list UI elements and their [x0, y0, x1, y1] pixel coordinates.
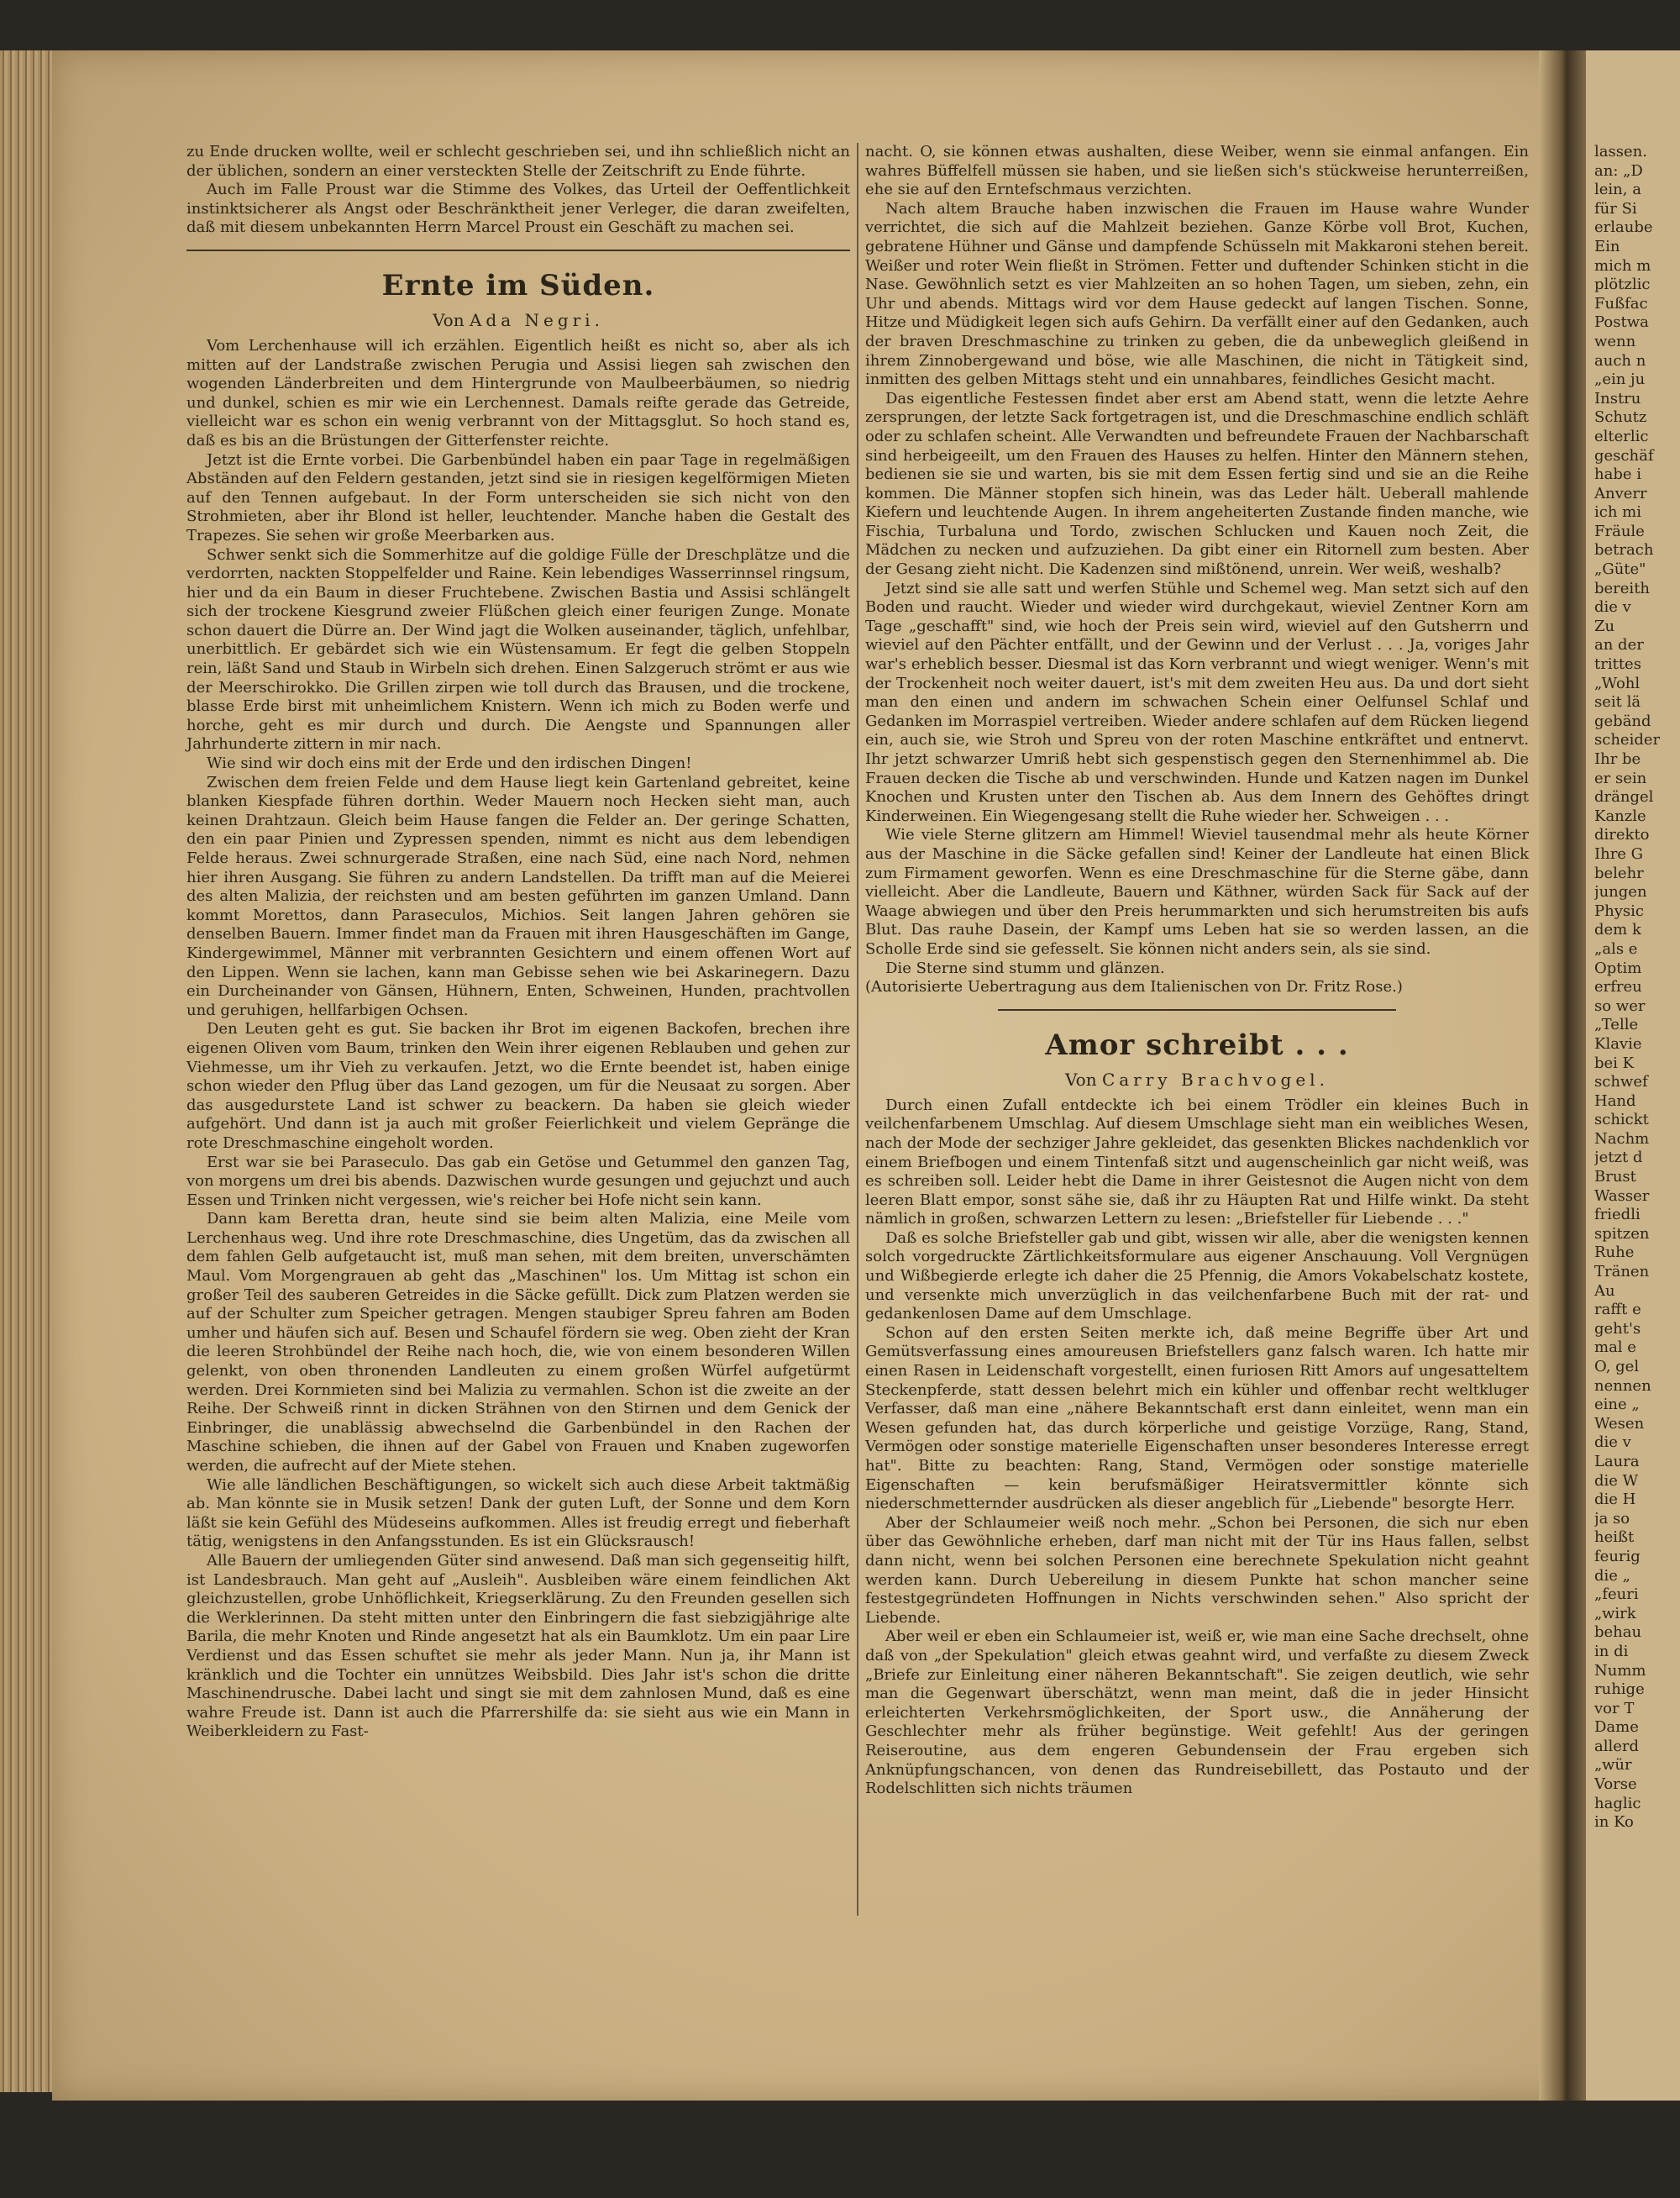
right-page-text-line: geht's [1594, 1319, 1641, 1338]
section-divider [186, 250, 850, 251]
right-page-text-line: feurig [1594, 1547, 1641, 1565]
article-paragraph: Vom Lerchenhause will ich erzählen. Eigentlich heißt es nicht so, aber als ich mitten auf der Landstraße zwischen Perugia und Assisi liegen sah zwischen den wogenden Länderbreiten und dem Hintergrunde von Maulbeerbäumen, so niedrig und dunkel, schien es mir wie ein Lerchennest. Damals reifte gerade das Getreide, vielleicht war es schon ein wenig verbrannt von der Mittagsglut. So hoch stand es, daß es bis an die Brüstungen der Gitterfenster reichte. [186, 336, 850, 450]
right-page-text-line: schwef [1594, 1073, 1648, 1091]
right-page-text-line: schickt [1594, 1111, 1649, 1129]
book-page-edges [0, 50, 59, 2092]
right-page-text-line: Numm [1594, 1661, 1646, 1680]
article-title: Amor schreibt . . . [1045, 1028, 1349, 1062]
article-paragraph: Den Leuten geht es gut. Sie backen ihr Brot im eigenen Backofen, brechen ihre eigenen Oliven vom Baum, trinken den Wein ihrer eigenen Reblauben und gehen zur Viehmesse, um ihr Vieh zu verkaufen. Jetzt, wo die Ernte beendet ist, haben einige schon wieder den Pflug über das Land gezogen, um für die Neusaat zu sorgen. Aber das ausgedurstete Land ist schwer zu beackern. Da haben sie gleich wieder aufgehört. Und dann ist ja auch mit großer Feierlichkeit und vielem Gepränge die rote Dreschmaschine eingeholt worden. [186, 1020, 850, 1152]
right-page-text-line: direkto [1594, 826, 1650, 844]
byline-author: Ada Negri. [469, 309, 604, 330]
article-title: Ernte im Süden. [381, 268, 655, 302]
article-paragraph: Jetzt sind sie alle satt und werfen Stühle und Schemel weg. Man setzt sich auf den Boden und raucht. Wieder und wieder wird durchgekaut, wieviel Zentner Korn am Tage „geschafft" sind, wie hoch der Preis sein wird, wieviel auf den Gutsherrn und wieviel auf den Pächter entfällt, und der Gewinn und der Verlust . . . Ja, voriges Jahr war's erheblich besser. Diesmal ist das Korn verbrannt und wiegt weniger. Wenn's mit der Trockenheit noch weiter dauert, ist's mit dem zweiten Heu aus. Da und dort sieht man den einen und andern im schwachen Schein einer Oelfunsel Schlaf und Gedanken im Morraspiel vertreiben. Wieder andere schlafen auf dem Rücken liegend ein, auch sie, wie Stroh und Spreu von der roten Maschine entkräftet und entnervt. Ihr jetzt schwarzer Umriß hebt sich gespenstisch gegen den Sternenhimmel ab. Die Frauen decken die Tische ab und verschwinden. Hunde und Katzen nagen im Dunkel Knochen und Krusten unter den Tischen ab. Aus dem Innern des Gehöftes dringt Kinderweinen. Ein Wiegengesang stellt die Ruhe wieder her. Schweigen . . . [865, 579, 1529, 825]
right-page-text-line: Fräule [1594, 522, 1645, 540]
right-page-text-line: ruhige [1594, 1680, 1645, 1699]
right-page-text-line: erlaube [1594, 218, 1653, 237]
right-page-text-line: Optim [1594, 959, 1642, 977]
right-page-text-line: Instru [1594, 389, 1641, 408]
right-page-text-line: „Güte" [1594, 560, 1646, 579]
right-page-text-line: ja so [1594, 1509, 1630, 1528]
right-page-text-line: belehr [1594, 864, 1644, 882]
right-page-text-line: an der [1594, 636, 1644, 655]
right-page-text-line: habe i [1594, 465, 1641, 484]
right-page-text-line: seit lä [1594, 693, 1641, 712]
right-page-text-line: Wasser [1594, 1186, 1650, 1205]
right-page-text-line: behau [1594, 1623, 1642, 1642]
right-page-text-line: Brust [1594, 1168, 1636, 1186]
right-page-text-line: die H [1594, 1491, 1636, 1509]
middle-column [865, 143, 1529, 1799]
right-page-text-line: in Ko [1594, 1813, 1634, 1832]
right-page-text-line: Hand [1594, 1091, 1636, 1110]
right-page-text-line: in di [1594, 1642, 1629, 1660]
book-gutter [1539, 50, 1589, 2101]
right-page-text-line: „wirk [1594, 1604, 1636, 1622]
right-page-text-line: mal e [1594, 1338, 1636, 1357]
right-page-text-line: heißt [1594, 1528, 1635, 1547]
right-page-text-line: bei K [1594, 1054, 1635, 1072]
byline-author: Carry Brachvogel. [1101, 1069, 1329, 1090]
right-page-text-line: vor T [1594, 1699, 1635, 1717]
article-byline [865, 1068, 1529, 1091]
article-paragraph: Erst war sie bei Paraseculo. Das gab ein Getöse und Getummel den ganzen Tag, von morgens um drei bis abends. Dazwischen wurde gesungen und gejuchzt und auch Essen und Trinken nicht vergessen, wie's reicher bei Hofe nicht sein kann. [186, 1153, 850, 1209]
article-paragraph: Nach altem Brauche haben inzwischen die Frauen im Hause wahre Wunder verrichtet, die sich auf die Mahlzeit beziehen. Ganze Körbe voll Brot, Kuchen, gebratene Hühner und Gänse und dampfende Schüsseln mit Makkaroni stehen bereit. Weißer und roter Wein fließt in Strömen. Fetter und duftender Schinken sticht in die Nase. Gewöhnlich setzt es vier Mahlzeiten an so hohen Tagen, um sieben, zehn, ein Uhr und abends. Mittags wird vor dem Hause gedeckt auf langen Tischen. Sonne, Hitze und Müdigkeit legen sich aufs Gehirn. Da verfällt einer auf den Gedanken, auch der braven Dreschmaschine zu trinken zu geben, die da unbeweglich gleißend in ihrem Zinnobergewand und böse, wie alle Maschinen, die nicht in Tätigkeit sind, inmitten des gelben Mittags steht und ein unnahbares, feindliches Gesicht macht. [865, 199, 1529, 389]
column-rule [857, 143, 858, 1916]
article-paragraph: Durch einen Zufall entdeckte ich bei einem Trödler ein kleines Buch in veilchenfarbenem Umschlag. Auf diesem Umschlage sieht man ein weibliches Wesen, nach der Mode der sechziger Jahre gekleidet, das gesenkten Blickes nachdenklich vor einem Briefbogen und einem Tintenfaß sitzt und augenscheinlich gar nicht weiß, was es schreiben soll. Leider hebt die Dame in ihrer Geistesnot die Augen nicht von dem leeren Blatt empor, sonst sähe sie, daß ihr zu Häupten Rat und Hilfe winkt. Da steht nämlich in großen, schwarzen Lettern zu lesen: „Briefsteller für Liebende . . ." [865, 1096, 1529, 1228]
right-page-text-line: Dame [1594, 1718, 1639, 1737]
right-page-text-line: Ruhe [1594, 1244, 1635, 1262]
right-page-text-line: wenn [1594, 332, 1636, 350]
article-paragraph: Das eigentliche Festessen findet aber erst am Abend statt, wenn die letzte Aehre zersprungen, der letzte Sack fortgetragen ist, und die Dreschmaschine endlich schläft oder zu schlafen scheint. Alle Verwandten und befreundete Frauen der Nachbarschaft sind herbeigeeilt, um den Frauen des Hauses zu helfen. Hinter den Männern stehen, bedienen sie sie und warten, bis sie mit dem Essen fertig sind und sie an die Reihe kommen. Die Männer stopfen sich hinein, was das Leder hält. Ueberall mahlende Kiefern und leuchtende Augen. In ihrem angeheiterten Zustande finden manche, wie Fischia, Turbaluna und Tordo, zwischen Schlucken und Kauen noch Zeit, die Mädchen zu necken und aufzuziehen. Da gibt einer ein Ritornell zum besten. Aber der Gesang zieht nicht. Die Kadenzen sind mißtönend, unrein. Wer weiß, weshalb? [865, 389, 1529, 579]
right-page-text-line: Physic [1594, 902, 1644, 920]
right-page-text-line: plötzlic [1594, 276, 1651, 294]
right-page-text-line: lassen. [1594, 143, 1647, 160]
right-page-text-line: Klavie [1594, 1034, 1642, 1053]
right-page-text-line: die W [1594, 1471, 1639, 1490]
right-page-text-line: nennen [1594, 1376, 1651, 1395]
article-paragraph: Schon auf den ersten Seiten merkte ich, daß meine Begriffe über Art und Gemütsverfassung eines amoureusen Briefstellers ganz falsch waren. Ich hatte mir einen Rasen in Leidenschaft vorgestellt, einen furiosen Ritt Amors auf ungesatteltem Steckenpferde, statt dessen belehrt mich ein kühler und offenbar recht weltkluger Verfasser, daß man eine „nähere Bekanntschaft erst dann einleitet, wenn man ein Wesen gefunden hat, das durch körperliche und geistige Vorzüge, Rang, Stand, Vermögen oder sonstige materielle Eigenschaften unser besonderes Interesse erregt hat". Bitte zu beachten: Rang, Stand, Vermögen oder sonstige materielle Eigenschaften — kein berufsmäßiger Heiratsvermittler könnte sich niederschmetternder ausdrücken als dieser angeblich für „Liebende" besorgte Herr. [865, 1323, 1529, 1513]
article-paragraph: Zwischen dem freien Felde und dem Hause liegt kein Gartenland gebreitet, keine blanken Kiespfade führen dorthin. Weder Mauern noch Hecken sieht man, auch keinen Drahtzaun. Gleich beim Hause fangen die Felder an. Der geringe Schatten, den ein paar Pinien und Zypressen spenden, nimmt es nicht aus dem lebendigen Felde heraus. Zwei schnurgerade Straßen, eine nach Süd, eine nach Nord, nehmen hier ihren Ausgang. Sie führen zu andern Landstellen. Da trifft man auf die Meierei des alten Malizia, der reichsten und am besten geführten im ganzen Umland. Dann kommt Morettos, dann Paraseculos, Michios. Seit langen Jahren gehören sie denselben Bauern. Immer findet man da Frauen mit ihren Hausgeschäften im Gange, Kindergewimmel, Männer mit verbrannten Gesichtern und einem offenen Wort auf den Lippen. Wenn sie lachen, kann man Gebisse sehen wie bei Askarinegern. Dazu ein Durcheinander von Gänsen, Hühnern, Enten, Schweinen, Hunden, prachtvollen und geruhigen, hellfarbigen Ochsen. [186, 773, 850, 1019]
article-paragraph: nacht. O, sie können etwas aushalten, diese Weiber, wenn sie einmal anfangen. Ein wahres Büffelfell müssen sie haben, und sie ließen sich's stückweise herunterreißen, ehe sie auf den Erntefschmaus verzichten. [865, 143, 1529, 199]
right-page-text-line: haglic [1594, 1794, 1641, 1812]
right-page-text-line: mich m [1594, 256, 1651, 275]
right-page-text-line: friedli [1594, 1206, 1641, 1224]
right-page-text-line: er sein [1594, 769, 1647, 787]
right-page-text-line: Laura [1594, 1452, 1640, 1470]
article-paragraph: Daß es solche Briefsteller gab und gibt, wissen wir alle, aber die wenigsten kennen solch vorgedruckte Zärtlichkeitsformulare aus eigener Anschauung. Voll Vergnügen und Wißbegierde erlegte ich daher die 25 Pfennig, die Amors Vokabelschatz kostete, und versenkte mich unverzüglich in das veilchenfarbene Buch mit der rat- und gedankenlosen Dame auf dem Umschlage. [865, 1228, 1529, 1323]
article-paragraph: Alle Bauern der umliegenden Güter sind anwesend. Daß man sich gegenseitig hilft, ist Landesbrauch. Man geht auf „Ausleih". Ausbleiben wäre einem feindlichen Akt gleichzustellen, grobe Unhöflichkeit, Kriegserklärung. Zu den Freunden gesellen sich die Werklerinnen. Da steht mitten unter den Einbringern die fast siebzigjährige alte Barila, die mehr Knoten und Rinde angesetzt hat als ein Baumklotz. Um ein paar Lire Verdienst und das Essen schuftet sie mehr als jeder Mann. Nun ja, ihr Mann ist kränklich und die Tochter ein unnützes Weibsbild. Dies Jahr ist's schon die dritte Maschinendrusche. Dabei lacht und singt sie mit dem zahnlosen Mund, daß es eine wahre Freude ist. Dann ist auch die Pfarrershilfe da: sie sieht aus wie ein Mann in Weiberkleidern zu Fast- [186, 1551, 850, 1741]
right-page-text-line: O, gel [1594, 1358, 1640, 1375]
right-page-text-line: scheider [1594, 731, 1661, 749]
right-page-text-line: rafft e [1594, 1301, 1641, 1319]
right-page-text-line: dem k [1594, 921, 1641, 939]
right-page-text-line: bereith [1594, 579, 1651, 597]
translation-credit: (Autorisierte Uebertragung aus dem Italienischen von Dr. Fritz Rose.) [865, 978, 1403, 996]
right-page-column-fragment [1594, 143, 1680, 1833]
right-page-text-line: für Si [1594, 199, 1637, 218]
right-page-text-line: Tränen [1594, 1263, 1650, 1281]
right-page-text-line: „ein ju [1594, 371, 1646, 389]
intro-paragraph: Auch im Falle Proust war die Stimme des Volkes, das Urteil der Oeffentlichkeit instinktsicherer als Angst oder Beschränktheit jener Verleger, die daran zweifelten, daß mit diesem unbekannten Herrn Marcel Proust ein Geschäft zu machen sei. [186, 181, 850, 237]
right-page-text-line: Ihr be [1594, 750, 1641, 768]
right-page-text-line: spitzen [1594, 1224, 1650, 1243]
intro-paragraph: zu Ende drucken wollte, weil er schlecht geschrieben sei, und ihn schließlich nicht an der üblichen, sondern an einer versteckten Stelle der Zeitschrift zu Ende führte. [186, 143, 850, 180]
right-page-text-line: erfreu [1594, 978, 1642, 996]
right-page-text-line: drängel [1594, 788, 1654, 807]
right-page-text-line: Postwa [1594, 313, 1649, 332]
right-page-text-line: „Wohl [1594, 674, 1641, 692]
right-page-text-line: „als e [1594, 939, 1638, 958]
section-divider [998, 1009, 1396, 1011]
article-paragraph: Jetzt ist die Ernte vorbei. Die Garbenbündel haben ein paar Tage in regelmäßigen Abständen auf den Feldern gestanden, jetzt sind sie in riesigen kegelförmigen Mieten auf den Tennen aufgebaut. In der Form unterscheiden sie sich nicht von den Strohmieten, aber ihr Blond ist heller, leuchtender. Manche haben die Gestalt des Trapezes. Sie sehen wir große Meerbarken aus. [186, 450, 850, 544]
right-page-text-line: so wer [1594, 996, 1646, 1015]
right-page-text-line: Wesen [1594, 1414, 1645, 1433]
article-paragraph: Aber der Schlaumeier weiß noch mehr. „Schon bei Personen, die sich nur eben über das Gewöhnliche erheben, darf man nicht mit der Tür ins Haus fallen, selbst dann nicht, wenn bei solchen Personen eine berechnete Spekulation nicht geahnt werden kann. Durch Uebereilung in diesem Punkte hat schon mancher seine festestgegründeten Hoffnungen in Nichts verschwinden sehen." Also spricht der Liebende. [865, 1513, 1529, 1627]
right-page-text-line: Ein [1594, 237, 1620, 255]
right-page-text-line: ich mi [1594, 503, 1641, 522]
right-page-text-line: Anverr [1594, 484, 1647, 502]
byline-prefix: Von [1065, 1069, 1097, 1090]
right-page-text-line: trittes [1594, 655, 1641, 674]
article-paragraph: Wie viele Sterne glitzern am Himmel! Wieviel tausendmal mehr als heute Körner aus der Maschine in die Säcke gefallen sind! Keiner der Landleute hat einen Blick zum Firmament geworfen. Wenn es eine Dreschmaschine für die Sterne gäbe, dann vielleicht. Aber die Landleute, Bauern und Käthner, würden Sack für Sack auf der Waage abwiegen und über den Preis herummarkten und sich herumstreiten bis aufs Blut. Das rauhe Dasein, der Kampf ums Leben hat sie so werden lassen, an die Scholle Erde sind sie gefesselt. Sie können nicht anders sein, als sie sind. [865, 826, 1529, 958]
byline-prefix: Von [433, 309, 465, 330]
right-page-text-line: „Telle [1594, 1016, 1639, 1034]
right-page-text-line: Ihre G [1594, 844, 1644, 863]
right-page-text-line: Nachm [1594, 1129, 1650, 1148]
article-paragraph: Die Sterne sind stumm und glänzen. [885, 959, 1165, 977]
right-page-text-line: „wür [1594, 1756, 1632, 1775]
article-paragraph: Schwer senkt sich die Sommerhitze auf die goldige Fülle der Dreschplätze und die verdorrten, nackten Stoppelfelder und Raine. Kein lebendiges Wasserrinnsel ringsum, hier und da ein Baum in dieser Fruchtebene. Zwischen Bastia und Assisi schlängelt sich der trockene Kiesgrund zweier Flüßchen gleich einer feurigen Zunge. Monate schon dauert die Dürre an. Der Wind jagt die Wolken auseinander, täglich, unfehlbar, unerbittlich. Er gebärdet sich wie ein Wüstensamum. Er fegt die gelben Stoppeln rein, läßt Sand und Staub in Wirbeln sich drehen. Einen Salzgeruch strömt er aus wie der Meerschirokko. Die Grillen zirpen wie toll durch das Brausen, und die trockene, blasse Erde birst mit unheimlichem Knistern. Wenn ich mich zu Boden werfe und horche, geht es mir durch und durch. Die Aengste und Spannungen aller Jahrhunderte zittern in mir nach. [186, 545, 850, 754]
article-paragraph: Aber weil er eben ein Schlaumeier ist, weiß er, wie man eine Sache drechselt, ohne daß von „der Spekulation" gleich etwas geahnt wird, und verfaßte zu diesem Zweck „Briefe zur Einleitung einer näheren Bekanntschaft". Sie zeigen deutlich, wie sehr man die Gegenwart überschätzt, wenn man meint, daß die in jeder Hinsicht erleichterten Verkehrsmöglichkeiten, der Sport usw., die Annäherung der Geschlechter mehr als früher begünstige. Weit gefehlt! Aus der geringen Reiseroutine, aus dem engeren Gebundensein der Frau ergeben sich Anknüpfungschancen, von denen das Rundreisebillett, das Postauto und der Rodelschlitten sich nichts träumen [865, 1627, 1529, 1798]
right-page-text-line: Zu [1594, 617, 1615, 635]
right-page-text-line: die v [1594, 598, 1631, 617]
article-paragraph: Dann kam Beretta dran, heute sind sie beim alten Malizia, eine Meile vom Lerchenhaus weg. Und ihre rote Dreschmaschine, dies Ungetüm, das da zwischen all dem fahlen Gelb aufgetaucht ist, muß man sehen, mit dem breiten, unverschämten Maul. Vom Morgengrauen ab geht das „Maschinen" los. Um Mittag ist schon ein großer Teil des sauberen Getreides in die Säcke gefüllt. Dick zum Platzen werden sie auf der Schulter zum Speicher getragen. Mengen staubiger Spreu fahren am Boden umher und häufen sich auf. Besen und Schaufel fördern sie weg. Oben zieht der Kran die leeren Strohbündel der Reihe nach hoch, die, wie von einem besonderen Willen gelenkt, von oben thronenden Landleuten zu einem großen Würfel aufgetürmt werden. Drei Kornmieten sind bei Malizia zu vermahlen. Schon ist die zweite an der Reihe. Der Schweiß rinnt in dicken Strähnen von den Stirnen und dem Genick der Einbringer, die unablässig abwechselnd die Garbenbündel in den Rachen der Maschine schieben, die ihnen auf der Gabel von Frauen und Knaben zugeworfen werden, die aufrecht auf der Miete stehen. [186, 1210, 850, 1475]
right-page-text-line: Kanzle [1594, 807, 1646, 825]
right-page-text-line: betrach [1594, 541, 1654, 560]
right-page-text-line: Au [1594, 1281, 1615, 1300]
right-page-text-line: geschäf [1594, 446, 1654, 465]
right-page-text-line: die v [1594, 1433, 1631, 1452]
right-page-text-line: Vorse [1594, 1775, 1637, 1794]
left-column [186, 143, 850, 1742]
right-page-text-line: „feuri [1594, 1585, 1639, 1604]
right-page-text-line: Schutz [1594, 408, 1647, 427]
right-page-text-line: lein, a [1594, 181, 1641, 199]
right-page-text-line: jungen [1594, 883, 1647, 902]
right-page-text-line: Fußfac [1594, 294, 1648, 313]
right-page-text-line: die „ [1594, 1566, 1630, 1585]
article-paragraph: Wie alle ländlichen Beschäftigungen, so wickelt sich auch diese Arbeit taktmäßig ab. Man könnte sie in Musik setzen! Dank der guten Luft, der Sonne und dem Korn läßt sie kein Gefühl des Müdeseins aufkommen. Alles ist freudig erregt und fieberhaft tätig, wenigstens in den Anfangsstunden. Es ist ein Glücksrausch! [186, 1475, 850, 1551]
right-page-text-line: an: „D [1594, 161, 1643, 180]
right-page-text-line: auch n [1594, 351, 1646, 370]
right-page-text-line: eine „ [1594, 1396, 1640, 1414]
article-byline [186, 308, 850, 332]
right-page-text-line: gebänd [1594, 712, 1651, 730]
right-page-text-line: allerd [1594, 1737, 1640, 1755]
right-page-text-line: jetzt d [1594, 1149, 1643, 1167]
article-paragraph: Wie sind wir doch eins mit der Erde und den irdischen Dingen! [207, 755, 692, 773]
right-page-text-line: elterlic [1594, 427, 1649, 445]
